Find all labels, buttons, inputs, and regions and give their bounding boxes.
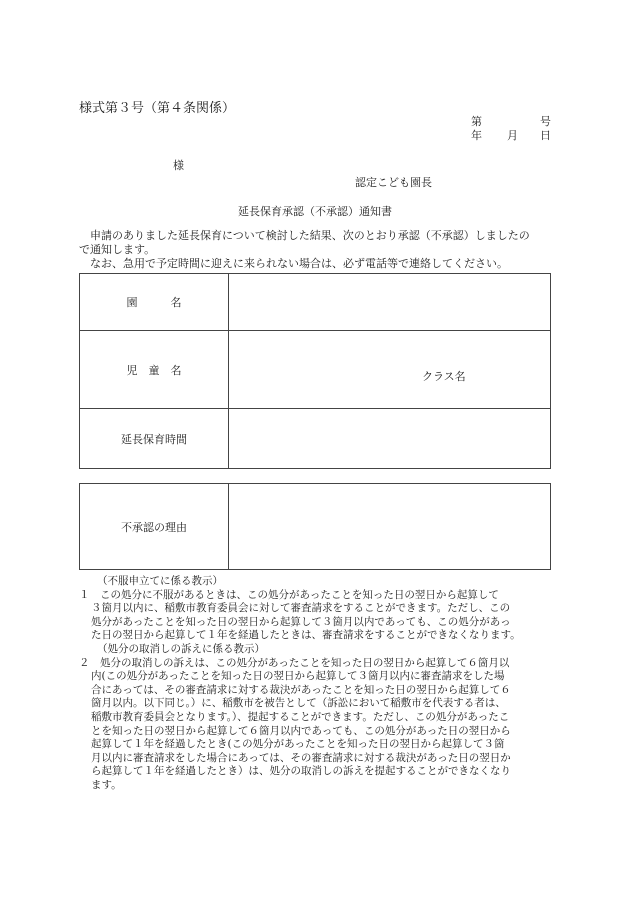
notice-line: ２ 処分の取消しの訴えは、この処分があったことを知った日の翌日から起算して６箇月以 (79, 656, 510, 669)
notice-line: た日の翌日から起算して１年を経過したときは、審査請求をすることができなくなります。 (91, 629, 521, 642)
child-value[interactable] (229, 331, 551, 409)
notice-line: 内(この処分があったことを知った日の翌日から起算して３箇月以内に審査請求をした場 (91, 670, 505, 683)
form-number: 様式第３号（第４条関係） (79, 101, 236, 116)
reason-value[interactable] (229, 484, 551, 570)
reason-row (80, 484, 551, 570)
intro-line: で通知します。 (79, 243, 156, 256)
sender-title: 認定こども園長 (355, 176, 432, 189)
intro-line: なお、急用で予定時間に迎えに来られない場合は、必ず電話等で連絡してください。 (79, 257, 508, 270)
notice-line: 合にあっては、その審査請求に対する裁決があったことを知った日の翌日から起算して６ (91, 683, 511, 696)
hours-value[interactable] (229, 409, 551, 469)
class-label: クラス名 (422, 370, 466, 383)
intro-text (79, 229, 559, 271)
notice-line: 月以内に審査請求をした場合にあっては、その審査請求に対する裁決があった日の翌日か (91, 751, 511, 764)
number-prefix: 第 (471, 115, 482, 128)
notice-line: ら起算して１年を経過したとき）は、処分の取消しの訴えを提起することができなくなり (91, 765, 511, 778)
notice-line: １ この処分に不服があるときは、この処分があったことを知った日の翌日から起算して (79, 588, 499, 601)
month-label: 月 (507, 129, 518, 142)
intro-line: 申請のありました延長保育について検討した結果、次のとおり承認（不承認）しましたの (79, 229, 530, 242)
lawsuit-heading: （処分の取消しの訴えに係る教示） (97, 642, 265, 655)
document-title: 延長保育承認（不承認）通知書 (238, 205, 392, 218)
notice-line: 稲敷市教育委員会となります。）、提起することができます。ただし、この処分があったこ (91, 710, 510, 723)
notice-line: ３箇月以内に、稲敷市教育委員会に対して審査請求をすることができます。ただし、この (91, 602, 511, 615)
reason-table (79, 483, 551, 570)
appeal-heading: （不服申立てに係る教示） (97, 575, 223, 587)
legal-notice (79, 575, 559, 793)
number-suffix: 号 (540, 115, 551, 128)
recipient-honorific: 様 (173, 159, 184, 172)
child-label: 児 童 名 (80, 331, 229, 409)
hours-row (80, 409, 551, 469)
notice-line: とを知った日の翌日から起算して６箇月以内であっても、この処分があった日の翌日から (91, 724, 511, 737)
notice-line: ます。 (91, 778, 122, 791)
reason-label: 不承認の理由 (80, 484, 229, 570)
facility-label: 園 名 (80, 274, 229, 331)
child-row (80, 331, 551, 409)
year-label: 年 (471, 129, 482, 142)
info-table (79, 273, 551, 469)
notice-line: 箇月以内。以下同じ。）に、稲敷市を被告として（訴訟において稲敷市を代表する者は、 (91, 697, 506, 710)
hours-label: 延長保育時間 (80, 409, 229, 469)
notice-line: 起算して１年を経過したとき(この処分があったことを知った日の翌日から起算して３箇 (91, 738, 505, 751)
day-label: 日 (540, 129, 551, 142)
notice-line: 処分があったことを知った日の翌日から起算して３箇月以内であっても、この処分があっ (91, 615, 511, 628)
facility-value[interactable] (229, 274, 551, 331)
facility-row (80, 274, 551, 331)
